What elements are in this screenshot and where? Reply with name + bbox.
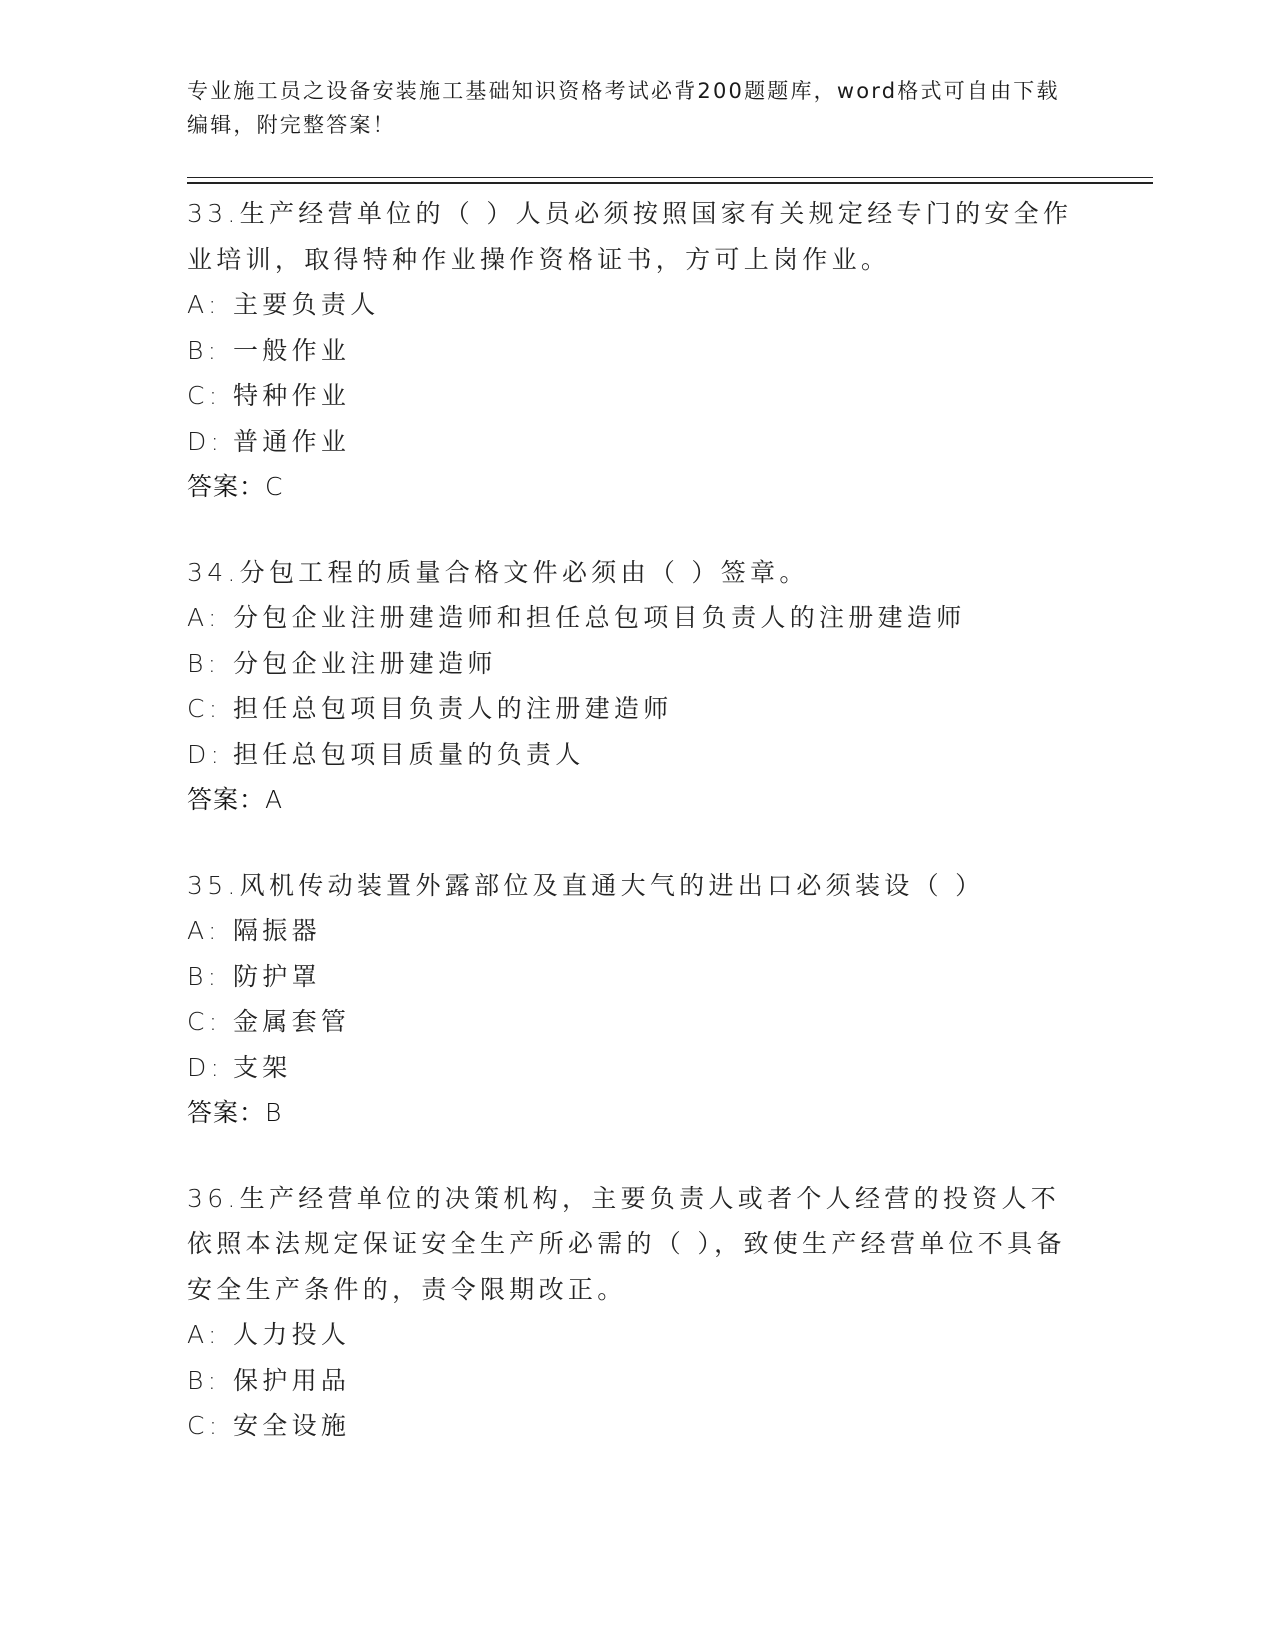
option-text: 防护罩 [233,961,321,991]
option-text: 人力投人 [233,1320,351,1349]
option-letter: A: [187,916,221,945]
option-text: 安全设施 [233,1411,351,1440]
option-letter: B: [187,648,221,678]
option-letter: A: [187,1320,221,1349]
question-number: 34. [187,557,240,587]
option-letter: C: [187,1007,222,1036]
option-b [187,641,1087,687]
option-c [187,1403,1087,1449]
option-d [187,732,1087,778]
option-d [187,419,1087,465]
option-text: 普通作业 [233,426,351,456]
option-letter: C: [187,694,222,723]
option-text: 主要负责人 [233,290,380,319]
question-number: 36. [187,1183,240,1213]
header-rule-thin [187,177,1153,178]
option-d [187,1045,1087,1091]
question-body: 生产经营单位的决策机构，主要负责人或者个人经营的投资人不依照本法规定保证安全生产所必需的（ ），致使生产经营单位不具备安全生产条件的，责令限期改正。 [187,1183,1066,1304]
option-a [187,908,1087,954]
answer: 答案：B [187,1098,283,1127]
option-text: 一般作业 [233,335,351,365]
option-text: 分包企业注册建造师和担任总包项目负责人的注册建造师 [233,603,966,632]
question-body: 分包工程的质量合格文件必须由（ ）签章。 [239,557,809,587]
question-33 [187,191,1087,510]
option-text: 担任总包项目负责人的注册建造师 [233,694,673,723]
option-letter: D: [187,739,224,769]
question-body: 风机传动装置外露部位及直通大气的进出口必须装设（ ） [239,870,985,900]
document-header: 专业施工员之设备安装施工基础知识资格考试必背200题题库，word格式可自由下载编辑，附完整答案！ [187,79,1060,137]
option-letter: B: [187,335,221,365]
option-b [187,954,1087,1000]
option-b [187,328,1087,374]
option-text: 分包企业注册建造师 [233,648,497,678]
question-35 [187,863,1087,1136]
option-letter: B: [187,961,221,991]
answer: 答案：A [187,785,284,814]
option-text: 支架 [233,1052,292,1082]
question-36 [187,1176,1087,1449]
question-body: 生产经营单位的（ ）人员必须按照国家有关规定经专门的安全作业培训，取得特种作业操作资格证书，方可上岗作业。 [187,199,1073,274]
question-number: 33. [187,199,240,228]
option-letter: D: [187,1052,224,1082]
option-text: 担任总包项目质量的负责人 [233,739,585,769]
option-text: 隔振器 [233,916,321,945]
question-text [187,1176,1087,1313]
option-text: 保护用品 [233,1365,351,1395]
option-b [187,1358,1087,1404]
question-list [187,191,1087,1489]
option-a [187,1312,1087,1358]
question-34 [187,550,1087,823]
option-a [187,595,1087,641]
option-c [187,686,1087,732]
option-text: 特种作业 [233,381,351,410]
option-c [187,373,1087,419]
option-text: 金属套管 [233,1007,351,1036]
question-text [187,863,1087,909]
answer: 答案：C [187,472,284,501]
question-text [187,191,1087,282]
question-text [187,550,1087,596]
option-letter: D: [187,426,224,456]
option-letter: C: [187,381,222,410]
question-number: 35. [187,870,240,900]
option-c [187,999,1087,1045]
option-letter: A: [187,290,221,319]
option-letter: B: [187,1365,221,1395]
option-a [187,282,1087,328]
option-letter: C: [187,1411,222,1440]
header-rule-thick [187,182,1153,184]
option-letter: A: [187,603,221,632]
